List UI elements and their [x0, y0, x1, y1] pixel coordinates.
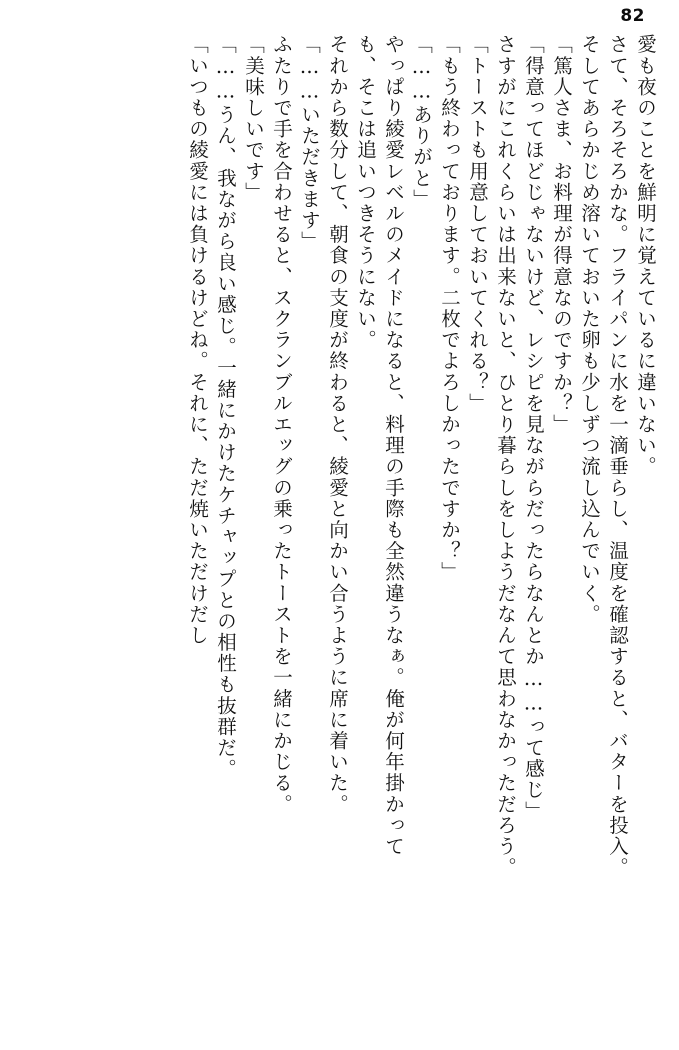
text-line: それから数分して、朝食の支度が終わると、綾愛と向かい合うように席に着いた。 — [326, 34, 349, 815]
text-line: 「いつもの綾愛には負けるけどね。それに、ただ焼いただけだし — [186, 34, 209, 646]
text-line: 「……ありがと」 — [410, 34, 433, 210]
text-line: 「篤人さま、お料理が得意なのですか？」 — [550, 34, 573, 435]
text-line: 「……いただきます」 — [298, 34, 321, 252]
text-line: さて、そろそろかな。フライパンに水を一滴垂らし、温度を確認すると、バターを投入。 — [606, 34, 629, 878]
text-line: 「美味しいです」 — [242, 34, 265, 203]
text-line: も、そこは追いつきそうにない。 — [354, 34, 377, 351]
text-line: 愛も夜のことを鮮明に覚えているに違いない。 — [634, 34, 657, 478]
text-line: やっぱり綾愛レベルのメイドになると、料理の手際も全然違うなぁ。俺が何年掛かって — [382, 34, 405, 857]
text-line: 「もう終わっております。二枚でよろしかったですか？」 — [438, 34, 461, 583]
page-body-text — [30, 34, 655, 1024]
text-line: さすがにこれくらいは出来ないと、ひとり暮らしをしようだなんて思わなかっただろう。 — [494, 34, 517, 878]
text-line: 「トーストも用意しておいてくれる？」 — [466, 34, 489, 414]
text-line: ふたりで手を合わせると、スクランブルエッグの乗ったトーストを一緒にかじる。 — [270, 34, 293, 815]
text-line: 「得意ってほどじゃないけど、レシピを見ながらだったらなんとか……って感じ」 — [522, 34, 545, 822]
text-line: 「……うん、我ながら良い感じ。一緒にかけたケチャップとの相性も抜群だ。 — [214, 34, 237, 780]
text-line: そしてあらかじめ溶いておいた卵も少しずつ流し込んでいく。 — [578, 34, 601, 625]
page-number: 82 — [620, 6, 645, 26]
